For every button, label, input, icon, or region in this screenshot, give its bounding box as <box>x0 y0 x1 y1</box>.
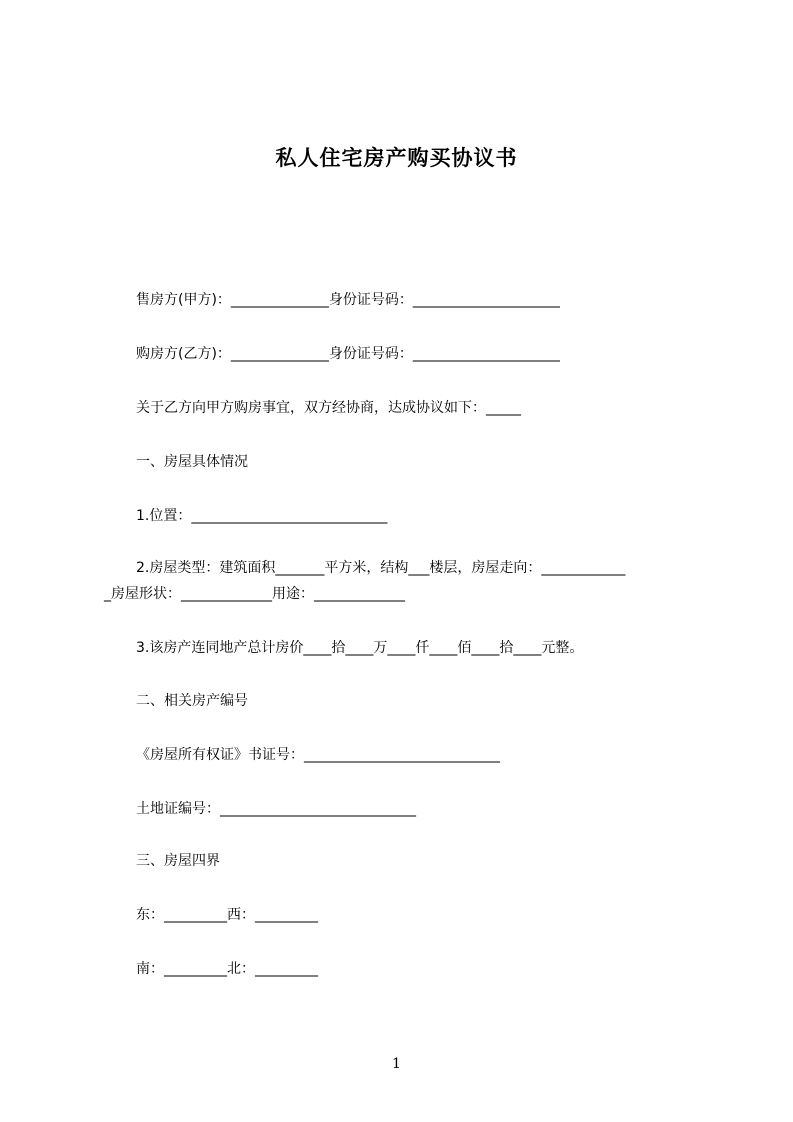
section-heading-3: 三、房屋四界 <box>136 853 220 869</box>
location-line: 1.位置：____________________________ <box>136 508 388 524</box>
house-type-line: 2.房屋类型：建筑面积_______平方米，结构___楼层，房屋走向：____________ <box>136 560 626 576</box>
east-west-line: 东：_________西：_________ <box>136 907 318 923</box>
house-shape-line: _房屋形状：_____________用途：_____________ <box>104 586 405 602</box>
page-number: 1 <box>392 1056 401 1072</box>
south-north-line: 南：_________北：_________ <box>136 961 318 977</box>
section-heading-2: 二、相关房产编号 <box>136 693 248 709</box>
land-cert-line: 土地证编号：____________________________ <box>136 801 416 817</box>
intro-line: 关于乙方向甲方购房事宜，双方经协商，达成协议如下：_____ <box>136 400 521 416</box>
ownership-cert-line: 《房屋所有权证》书证号：____________________________ <box>136 747 500 763</box>
seller-line: 售房方(甲方)：______________身份证号码：_____________________ <box>136 292 560 308</box>
total-price-line: 3.该房产连同地产总计房价____拾____万____仟____佰____拾____元整。 <box>136 640 584 656</box>
buyer-line: 购房方(乙方)：______________身份证号码：_____________________ <box>136 346 560 362</box>
document-title: 私人住宅房产购买协议书 <box>275 146 518 170</box>
section-heading-1: 一、房屋具体情况 <box>136 454 248 470</box>
